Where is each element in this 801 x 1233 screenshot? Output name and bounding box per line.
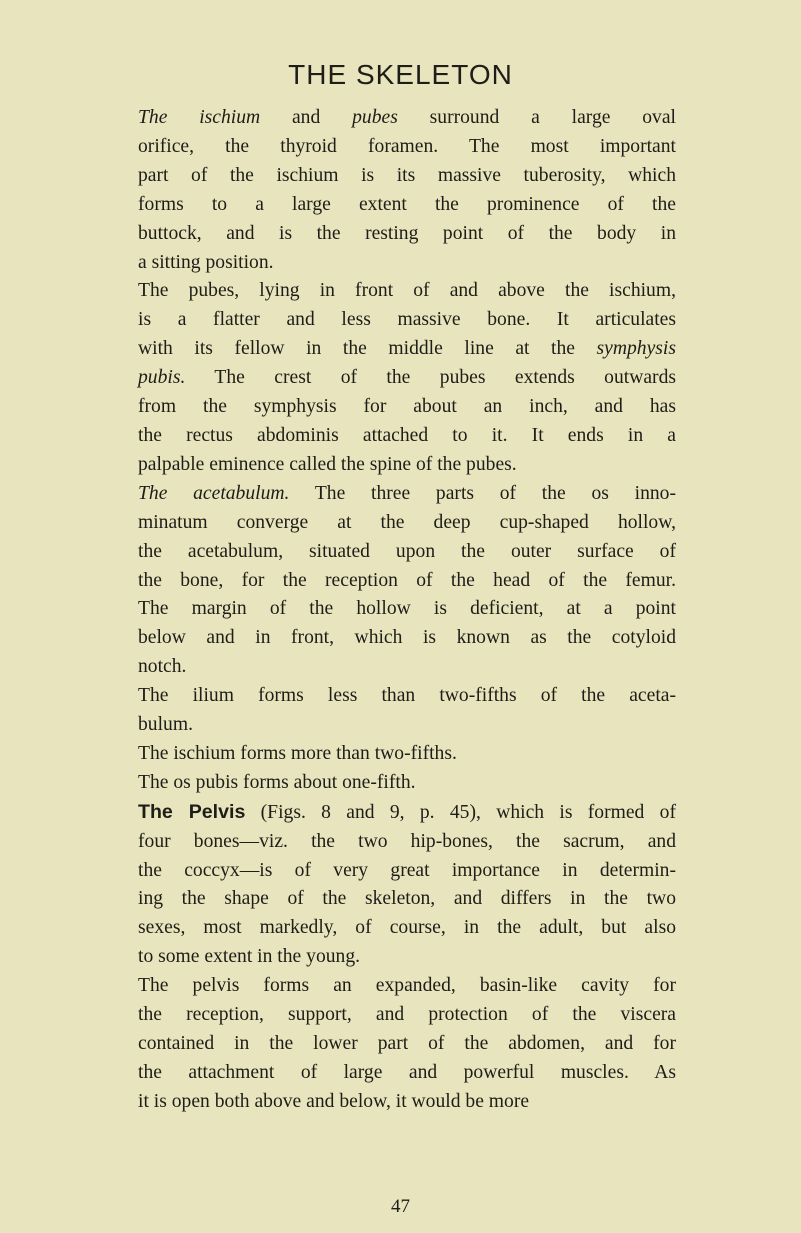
text-run: The three parts of the os inno- [289, 482, 677, 504]
text-line [138, 277, 676, 306]
italic-term: The acetabulum. [138, 482, 290, 504]
text-line [138, 220, 676, 249]
text-run: orifice, the thyroid foramen. The most important [138, 135, 676, 157]
text-run: The os pubis forms about one-fifth. [138, 771, 416, 793]
text-line [138, 885, 676, 914]
text-run: forms to a large extent the prominence of the [138, 193, 676, 215]
text-line [138, 624, 676, 653]
text-run: below and in front, which is known as the cotyloid [138, 627, 676, 649]
text-line [138, 914, 676, 943]
text-line [138, 249, 676, 278]
text-run: the acetabulum, situated upon the outer surface of [138, 540, 676, 562]
text-run: the coccyx—is of very great importance in determin- [138, 859, 676, 881]
italic-term: symphysis [596, 338, 676, 360]
text-line [138, 393, 676, 422]
text-run: it is open both above and below, it would be more [138, 1090, 530, 1112]
text-line [138, 857, 676, 886]
text-line [138, 653, 676, 682]
text-line [138, 538, 676, 567]
paragraph [138, 480, 676, 682]
text-run: minatum converge at the deep cup-shaped hollow, [138, 511, 676, 533]
text-run: palpable eminence called the spine of the pubes. [138, 453, 517, 475]
text-run: a sitting position. [138, 251, 274, 273]
text-run: the rectus abdominis attached to it. It ends in a [138, 424, 676, 446]
text-run: buttock, and is the resting point of the body in [138, 222, 676, 244]
text-run: the attachment of large and powerful muscles. As [138, 1061, 676, 1083]
text-line [138, 1059, 676, 1088]
text-run: from the symphysis for about an inch, and has [138, 396, 676, 418]
paragraph [138, 682, 676, 740]
text-run: is a flatter and less massive bone. It articulates [138, 309, 676, 331]
text-run: with its fellow in the middle line at the [138, 338, 597, 360]
text-line [138, 306, 676, 335]
text-line [138, 480, 676, 509]
text-line [138, 828, 676, 857]
text-line [138, 1030, 676, 1059]
text-run: to some extent in the young. [138, 946, 361, 968]
text-line [138, 509, 676, 538]
text-line [138, 595, 676, 624]
text-line [138, 451, 676, 480]
text-run: The pubes, lying in front of and above the ischium, [138, 280, 676, 302]
page-number: 47 [391, 1196, 410, 1217]
text-run: notch. [138, 656, 187, 678]
text-run: the bone, for the reception of the head of the femur. [138, 569, 676, 591]
text-run: (Figs. 8 and 9, p. 45), which is formed of [245, 801, 676, 823]
text-line [138, 769, 676, 798]
text-run: The ischium forms more than two-fifths. [138, 742, 457, 764]
text-run: bulum. [138, 714, 193, 736]
text-run: and [260, 107, 353, 128]
text-run: sexes, most markedly, of course, in the adult, but also [138, 917, 676, 939]
text-line [138, 162, 676, 191]
text-line [138, 682, 676, 711]
text-run: ing the shape of the skeleton, and differs in the two [138, 888, 676, 910]
text-run: The crest of the pubes extends outwards [185, 367, 676, 389]
text-line [138, 798, 676, 828]
text-run: four bones—viz. the two hip-bones, the sacrum, and [138, 830, 676, 852]
text-run: The margin of the hollow is deficient, at a point [138, 598, 676, 620]
text-line [138, 133, 676, 162]
paragraph [138, 740, 676, 769]
text-line [138, 335, 676, 364]
paragraph [138, 972, 676, 1117]
text-run: contained in the lower part of the abdomen, and for [138, 1033, 676, 1054]
text-run: The pelvis forms an expanded, basin-like cavity for [138, 975, 676, 997]
paragraph [138, 769, 676, 798]
paragraph [138, 798, 676, 972]
text-run: part of the ischium is its massive tuberosity, which [138, 164, 676, 186]
text-line [138, 191, 676, 220]
text-run: surround a large oval [397, 107, 676, 128]
text-line [138, 422, 676, 451]
italic-term: pubis. [138, 367, 186, 389]
text-run: The ilium forms less than two-fifths of the aceta- [138, 685, 676, 707]
text-line [138, 104, 676, 133]
text-line [138, 1088, 676, 1117]
text-run: the reception, support, and protection of the viscera [138, 1004, 676, 1026]
text-line [138, 567, 676, 596]
body-text [138, 104, 676, 1117]
text-line [138, 740, 676, 769]
paragraph [138, 104, 676, 277]
italic-term: pubes [352, 107, 398, 128]
text-line [138, 711, 676, 740]
text-line [138, 943, 676, 972]
text-line [138, 1001, 676, 1030]
italic-term: The ischium [138, 107, 261, 128]
running-header: THE SKELETON [288, 59, 513, 90]
text-line [138, 972, 676, 1001]
bold-heading: The Pelvis [138, 800, 246, 823]
paragraph [138, 277, 676, 479]
text-line [138, 364, 676, 393]
